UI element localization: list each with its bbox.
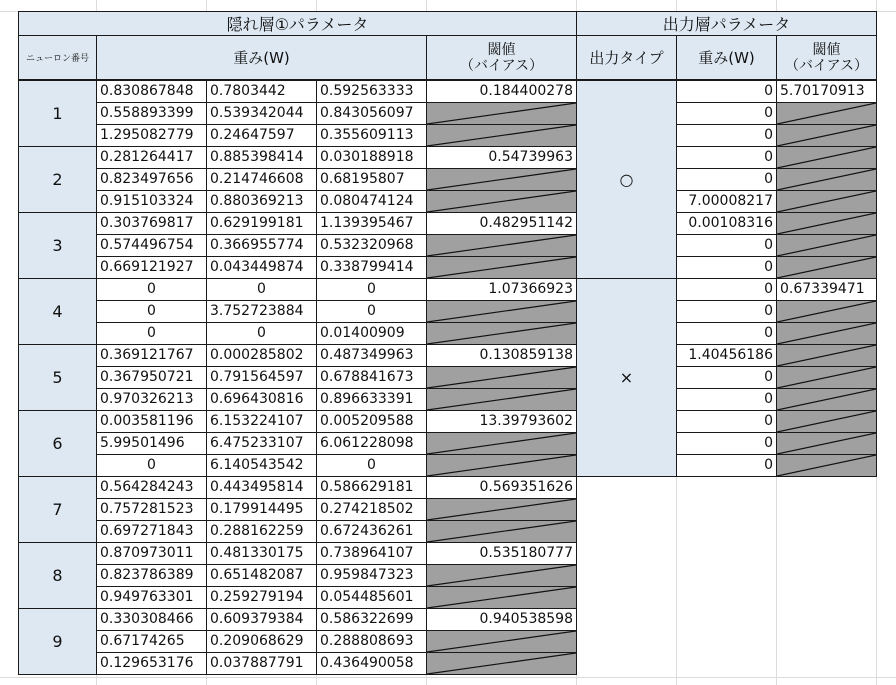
weight-cell: 0.564284243 xyxy=(96,476,207,499)
weight-cell: 0.697271843 xyxy=(96,520,207,543)
output-weight-cell: 0 xyxy=(676,278,777,301)
output-weight-cell: 0.00108316 xyxy=(676,212,777,235)
weight-cell: 0.880369213 xyxy=(206,190,317,213)
weight-cell: 0.179914495 xyxy=(206,498,317,521)
output-weight-cell: 0 xyxy=(676,300,777,323)
hatched-empty-cell xyxy=(776,432,877,455)
neuron-id: 5 xyxy=(18,344,97,411)
hidden-layer-title: 隠れ層①パラメータ xyxy=(18,11,577,36)
weight-cell: 0.870973011 xyxy=(96,542,207,565)
weight-cell: 0.949763301 xyxy=(96,586,207,609)
weight-cell: 0.355609113 xyxy=(316,124,427,147)
weight-cell: 0.592563333 xyxy=(316,80,427,103)
output-type-symbol: ○ xyxy=(576,80,677,279)
bias-cell: 0.130859138 xyxy=(426,344,577,367)
weight-cell: 1.295082779 xyxy=(96,124,207,147)
output-weight-cell: 0 xyxy=(676,322,777,345)
neuron-id: 1 xyxy=(18,80,97,147)
weight-cell: 0 xyxy=(206,278,317,301)
hatched-empty-cell xyxy=(776,366,877,389)
weight-cell: 0.01400909 xyxy=(316,322,427,345)
hatched-empty-cell xyxy=(426,520,577,543)
weight-cell: 0.367950721 xyxy=(96,366,207,389)
hatched-empty-cell xyxy=(426,586,577,609)
weight-cell: 0.259279194 xyxy=(206,586,317,609)
output-weight-header: 重み(W) xyxy=(676,35,777,80)
weight-cell: 0.885398414 xyxy=(206,146,317,169)
gridline xyxy=(0,677,896,678)
weight-cell: 0.970326213 xyxy=(96,388,207,411)
output-weight-cell: 0 xyxy=(676,256,777,279)
weight-cell: 0.629199181 xyxy=(206,212,317,235)
weight-cell: 0.830867848 xyxy=(96,80,207,103)
weight-cell: 0 xyxy=(206,322,317,345)
weight-cell: 0.915103324 xyxy=(96,190,207,213)
weight-cell: 0.539342044 xyxy=(206,102,317,125)
neuron-id: 7 xyxy=(18,476,97,543)
weight-cell: 0.757281523 xyxy=(96,498,207,521)
weight-cell: 0.791564597 xyxy=(206,366,317,389)
weight-cell: 6.153224107 xyxy=(206,410,317,433)
hatched-empty-cell xyxy=(776,168,877,191)
hatched-empty-cell xyxy=(426,432,577,455)
weight-cell: 0.366955774 xyxy=(206,234,317,257)
neuron-id: 2 xyxy=(18,146,97,213)
weight-cell: 0.288162259 xyxy=(206,520,317,543)
output-weight-cell: 7.00008217 xyxy=(676,190,777,213)
weight-cell: 0.586322699 xyxy=(316,608,427,631)
threshold-header-line2: （バイアス） xyxy=(459,57,544,74)
output-weight-cell: 1.40456186 xyxy=(676,344,777,367)
hatched-empty-cell xyxy=(426,498,577,521)
weight-cell: 0.7803442 xyxy=(206,80,317,103)
hatched-empty-cell xyxy=(776,256,877,279)
weight-cell: 0.129653176 xyxy=(96,652,207,675)
weight-cell: 0.609379384 xyxy=(206,608,317,631)
weight-header: 重み(W) xyxy=(96,35,427,80)
weight-cell: 0.651482087 xyxy=(206,564,317,587)
neuron-id: 3 xyxy=(18,212,97,279)
hatched-empty-cell xyxy=(776,454,877,477)
bias-cell: 0.569351626 xyxy=(426,476,577,499)
weight-cell: 0.043449874 xyxy=(206,256,317,279)
output-threshold-header-line1: 閾値 xyxy=(812,41,841,58)
output-type-symbol: × xyxy=(576,278,677,477)
weight-cell: 0 xyxy=(96,454,207,477)
weight-cell: 0.574496754 xyxy=(96,234,207,257)
weight-cell: 0 xyxy=(316,300,427,323)
weight-cell: 6.140543542 xyxy=(206,454,317,477)
weight-cell: 0.054485601 xyxy=(316,586,427,609)
weight-cell: 1.139395467 xyxy=(316,212,427,235)
weight-cell: 0 xyxy=(96,322,207,345)
weight-cell: 0.586629181 xyxy=(316,476,427,499)
weight-cell: 0.487349963 xyxy=(316,344,427,367)
weight-cell: 0.037887791 xyxy=(206,652,317,675)
bias-cell: 0.54739963 xyxy=(426,146,577,169)
weight-cell: 0.823497656 xyxy=(96,168,207,191)
weight-cell: 0.338799414 xyxy=(316,256,427,279)
weight-cell: 0.436490058 xyxy=(316,652,427,675)
output-weight-cell: 0 xyxy=(676,80,777,103)
hatched-empty-cell xyxy=(776,322,877,345)
hatched-empty-cell xyxy=(426,256,577,279)
hatched-empty-cell xyxy=(426,322,577,345)
weight-cell: 0.558893399 xyxy=(96,102,207,125)
output-weight-cell: 0 xyxy=(676,146,777,169)
weight-cell: 0.214746608 xyxy=(206,168,317,191)
weight-cell: 0.67174265 xyxy=(96,630,207,653)
hatched-empty-cell xyxy=(776,344,877,367)
output-weight-cell: 0 xyxy=(676,124,777,147)
weight-cell: 0.281264417 xyxy=(96,146,207,169)
hatched-empty-cell xyxy=(776,190,877,213)
weight-cell: 0.68195807 xyxy=(316,168,427,191)
hatched-empty-cell xyxy=(776,124,877,147)
output-weight-cell: 0 xyxy=(676,366,777,389)
weight-cell: 0.330308466 xyxy=(96,608,207,631)
hatched-empty-cell xyxy=(776,388,877,411)
output-weight-cell: 0 xyxy=(676,168,777,191)
bias-cell: 0.535180777 xyxy=(426,542,577,565)
hatched-empty-cell xyxy=(426,630,577,653)
weight-cell: 0 xyxy=(96,300,207,323)
weight-cell: 6.061228098 xyxy=(316,432,427,455)
output-weight-cell: 0 xyxy=(676,454,777,477)
hatched-empty-cell xyxy=(426,652,577,675)
weight-cell: 0.672436261 xyxy=(316,520,427,543)
weight-cell: 3.752723884 xyxy=(206,300,317,323)
hatched-empty-cell xyxy=(426,168,577,191)
weight-cell: 0.696430816 xyxy=(206,388,317,411)
hatched-empty-cell xyxy=(426,366,577,389)
hatched-empty-cell xyxy=(426,124,577,147)
neuron-id: 8 xyxy=(18,542,97,609)
hatched-empty-cell xyxy=(776,234,877,257)
weight-cell: 0.959847323 xyxy=(316,564,427,587)
hatched-empty-cell xyxy=(426,388,577,411)
weight-cell: 0.303769817 xyxy=(96,212,207,235)
hatched-empty-cell xyxy=(776,410,877,433)
output-weight-cell: 0 xyxy=(676,432,777,455)
neuron-id: 6 xyxy=(18,410,97,477)
hatched-empty-cell xyxy=(426,454,577,477)
output-weight-cell: 0 xyxy=(676,388,777,411)
weight-cell: 0.288808693 xyxy=(316,630,427,653)
hatched-empty-cell xyxy=(776,146,877,169)
weight-cell: 0.274218502 xyxy=(316,498,427,521)
hatched-empty-cell xyxy=(426,564,577,587)
output-weight-cell: 0 xyxy=(676,234,777,257)
weight-cell: 0.24647597 xyxy=(206,124,317,147)
hatched-empty-cell xyxy=(426,234,577,257)
weight-cell: 5.99501496 xyxy=(96,432,207,455)
weight-cell: 0.000285802 xyxy=(206,344,317,367)
neuron-number-header: ニューロン番号 xyxy=(18,35,97,80)
weight-cell: 0.823786389 xyxy=(96,564,207,587)
weight-cell: 0.030188918 xyxy=(316,146,427,169)
weight-cell: 0.678841673 xyxy=(316,366,427,389)
bias-cell: 0.940538598 xyxy=(426,608,577,631)
weight-cell: 0.481330175 xyxy=(206,542,317,565)
output-bias-cell: 0.67339471 xyxy=(776,278,877,301)
weight-cell: 0.738964107 xyxy=(316,542,427,565)
weight-cell: 0.669121927 xyxy=(96,256,207,279)
weight-cell: 6.475233107 xyxy=(206,432,317,455)
bias-cell: 0.184400278 xyxy=(426,80,577,103)
hatched-empty-cell xyxy=(426,102,577,125)
threshold-header xyxy=(426,35,577,80)
weight-cell: 0.532320968 xyxy=(316,234,427,257)
weight-cell: 0.443495814 xyxy=(206,476,317,499)
weight-cell: 0.003581196 xyxy=(96,410,207,433)
hatched-empty-cell xyxy=(776,300,877,323)
output-bias-cell: 5.70170913 xyxy=(776,80,877,103)
output-layer-title: 出力層パラメータ xyxy=(576,11,877,36)
weight-cell: 0.005209588 xyxy=(316,410,427,433)
hatched-empty-cell xyxy=(776,212,877,235)
hatched-empty-cell xyxy=(426,190,577,213)
output-threshold-header-line2: （バイアス） xyxy=(784,57,869,74)
weight-cell: 0.896633391 xyxy=(316,388,427,411)
hatched-empty-cell xyxy=(426,300,577,323)
weight-cell: 0 xyxy=(96,278,207,301)
weight-cell: 0 xyxy=(316,278,427,301)
weight-cell: 0.080474124 xyxy=(316,190,427,213)
output-weight-cell: 0 xyxy=(676,410,777,433)
weight-cell: 0.843056097 xyxy=(316,102,427,125)
neuron-id: 4 xyxy=(18,278,97,345)
output-type-header: 出力タイプ xyxy=(576,35,677,80)
hatched-empty-cell xyxy=(776,102,877,125)
bias-cell: 1.07366923 xyxy=(426,278,577,301)
bias-cell: 0.482951142 xyxy=(426,212,577,235)
threshold-header-line1: 閾値 xyxy=(487,41,516,58)
weight-cell: 0.369121767 xyxy=(96,344,207,367)
output-threshold-header xyxy=(776,35,877,80)
weight-cell: 0 xyxy=(316,454,427,477)
weight-cell: 0.209068629 xyxy=(206,630,317,653)
neuron-id: 9 xyxy=(18,608,97,675)
bias-cell: 13.39793602 xyxy=(426,410,577,433)
output-weight-cell: 0 xyxy=(676,102,777,125)
